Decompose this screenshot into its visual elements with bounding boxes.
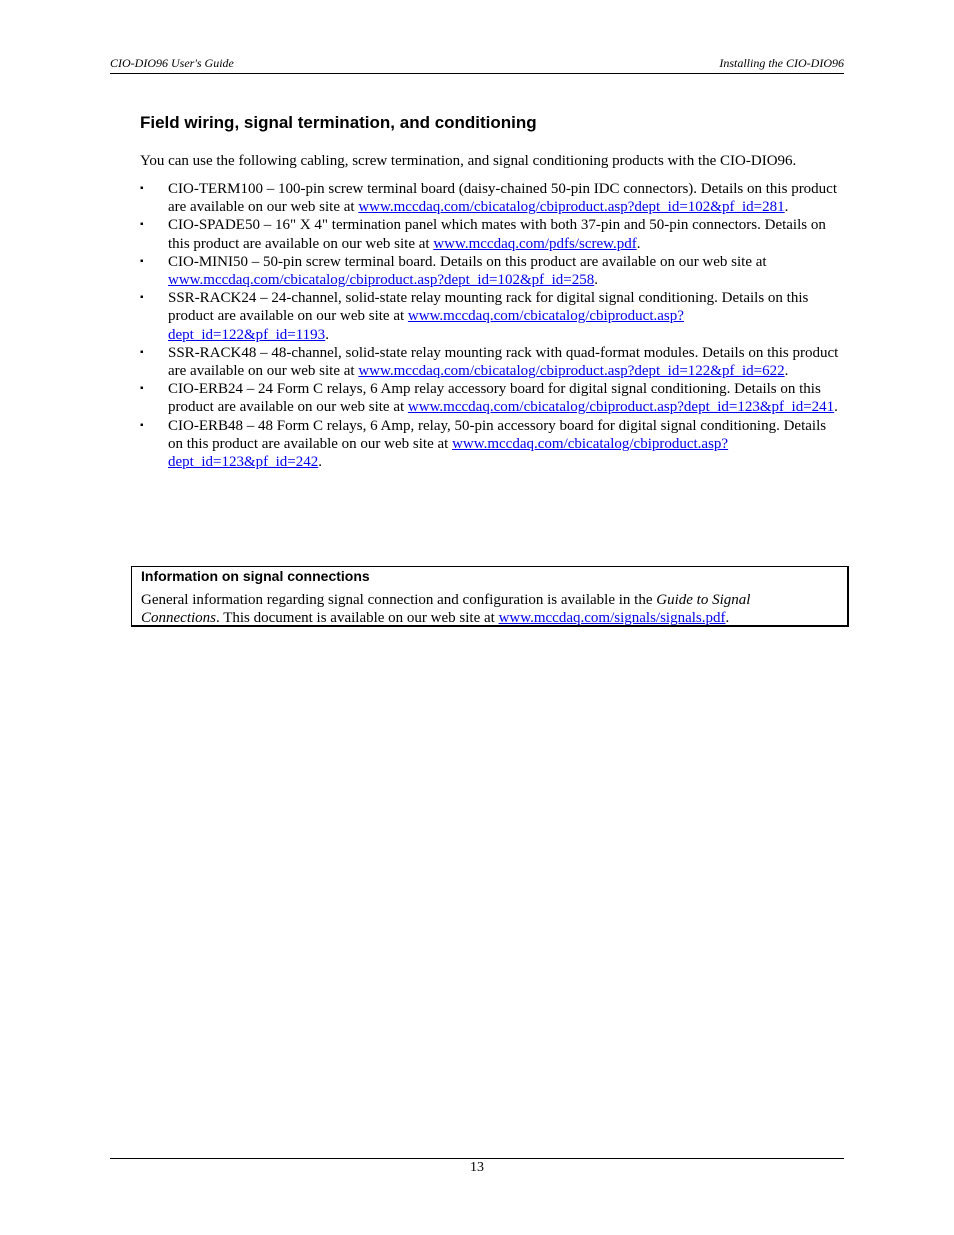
- product-link[interactable]: www.mccdaq.com/cbicatalog/cbiproduct.asp?dept_id=122&pf_id=1193: [168, 308, 684, 343]
- product-description: CIO-MINI50 – 50-pin screw terminal board. Details on this product are available on our web site at: [168, 253, 767, 270]
- info-box-title: Information on signal connections: [141, 568, 370, 584]
- product-trailing: .: [784, 363, 789, 380]
- product-description: CIO-ERB24 – 24 Form C relays, 6 Amp relay accessory board for digital signal conditioning. Details on this product are available on our web site at: [168, 381, 821, 416]
- product-link[interactable]: www.mccdaq.com/pdfs/screw.pdf: [433, 235, 637, 252]
- product-trailing: .: [594, 272, 598, 289]
- footer-rule: [110, 1158, 844, 1159]
- bullet-icon: ▪: [140, 346, 144, 358]
- list-item: [140, 180, 844, 216]
- product-description: SSR-RACK48 – 48-channel, solid-state relay mounting rack with quad-format modules. Details on this product are available on our web site at: [168, 344, 839, 380]
- list-item: [140, 253, 844, 289]
- product-description: CIO-ERB48 – 48 Form C relays, 6 Amp, relay, 50-pin accessory board for digital signal conditioning. Details on this product are available on our web site at: [168, 417, 827, 452]
- product-list: [140, 180, 844, 471]
- product-link[interactable]: www.mccdaq.com/cbicatalog/cbiproduct.asp?dept_id=123&pf_id=241: [407, 399, 835, 416]
- list-item: [140, 289, 844, 344]
- info-text-after: .: [725, 610, 730, 626]
- bullet-icon: ▪: [140, 183, 144, 194]
- product-trailing: .: [636, 235, 641, 252]
- product-trailing: .: [784, 199, 789, 216]
- info-text-middle: . This document is available on our web site at: [216, 610, 499, 626]
- bullet-icon: ▪: [140, 292, 144, 304]
- header-chapter-title: Installing the CIO-DIO96: [719, 56, 844, 70]
- product-link[interactable]: www.mccdaq.com/cbicatalog/cbiproduct.asp?dept_id=122&pf_id=622: [358, 363, 785, 380]
- list-item: [140, 417, 844, 472]
- info-text-before: General information regarding signal connection and configuration is available in the: [141, 592, 657, 608]
- intro-paragraph: You can use the following cabling, screw termination, and signal conditioning products with the CIO-DIO96.: [140, 153, 797, 169]
- info-box: [131, 566, 849, 627]
- header-doc-title: CIO-DIO96 User's Guide: [110, 56, 234, 70]
- product-trailing: .: [834, 399, 838, 416]
- bullet-icon: ▪: [140, 255, 144, 267]
- page-number: 13: [470, 1160, 484, 1175]
- info-box-text: [141, 591, 831, 627]
- product-link[interactable]: www.mccdaq.com/cbicatalog/cbiproduct.asp?dept_id=102&pf_id=281: [358, 199, 785, 216]
- bullet-icon: ▪: [140, 419, 144, 431]
- product-trailing: .: [325, 326, 329, 343]
- product-link[interactable]: www.mccdaq.com/cbicatalog/cbiproduct.asp?dept_id=123&pf_id=242: [168, 435, 729, 471]
- section-heading: Field wiring, signal termination, and conditioning: [140, 113, 537, 132]
- bullet-icon: ▪: [140, 383, 144, 395]
- list-item: [140, 344, 844, 380]
- bullet-icon: ▪: [140, 219, 144, 231]
- product-description: CIO-SPADE50 – 16" X 4" termination panel which mates with both 37-pin and 50-pin connectors. Details on this product are available on our web site at: [168, 217, 826, 252]
- product-link[interactable]: www.mccdaq.com/cbicatalog/cbiproduct.asp?dept_id=102&pf_id=258: [168, 272, 595, 289]
- list-item: [140, 380, 844, 416]
- guide-title: Guide to Signal Connections: [141, 592, 751, 626]
- page-header: [110, 56, 844, 74]
- product-trailing: .: [318, 454, 322, 471]
- list-item: [140, 216, 844, 252]
- product-description: SSR-RACK24 – 24-channel, solid-state relay mounting rack for digital signal conditioning. Details on this product are available on our web site at: [168, 290, 809, 325]
- product-description: CIO-TERM100 – 100-pin screw terminal board (daisy-chained 50-pin IDC connectors). Details on this product are available on our web site at: [168, 181, 838, 216]
- signals-link[interactable]: www.mccdaq.com/signals/signals.pdf: [498, 610, 726, 626]
